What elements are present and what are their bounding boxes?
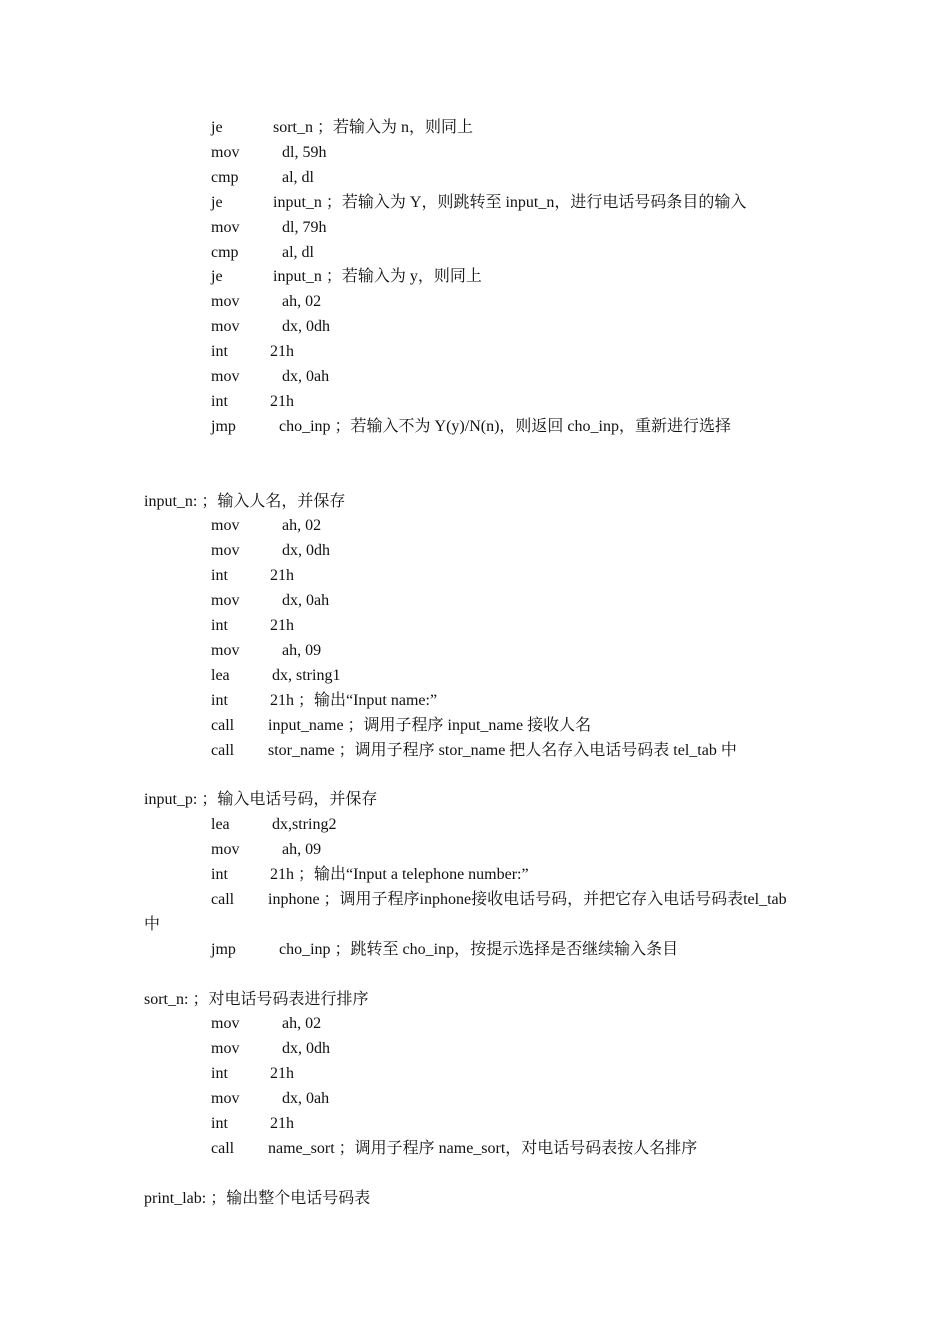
code-operand: dx, 0ah bbox=[282, 368, 330, 385]
code-operand: 21h bbox=[270, 1115, 294, 1132]
code-opcode: mov bbox=[211, 1090, 240, 1108]
code-operand: dx,string2 bbox=[272, 816, 337, 834]
code-opcode: call bbox=[211, 741, 235, 759]
code-operand: sort_n ；若输入为 n，则同上 bbox=[273, 119, 474, 136]
code-label: 中 bbox=[144, 915, 161, 933]
code-operand: cho_inp ；若输入不为 Y(y)/N(n)，则返回 cho_inp，重新进行选择 bbox=[279, 417, 731, 435]
code-opcode: jmp bbox=[211, 417, 236, 435]
code-operand: dx, 0dh bbox=[282, 318, 330, 336]
code-opcode: mov bbox=[211, 143, 240, 161]
code-opcode: int bbox=[211, 392, 228, 410]
code-label: print_lab: ；输出整个电话号码表 bbox=[144, 1189, 371, 1207]
code-operand: 21h bbox=[270, 343, 294, 361]
code-operand: dx, 0dh bbox=[282, 1040, 330, 1058]
code-opcode: int bbox=[211, 343, 228, 361]
code-operand: ah, 09 bbox=[282, 841, 322, 859]
code-operand: dl, 79h bbox=[282, 218, 327, 236]
code-opcode: je bbox=[211, 119, 223, 136]
code-opcode: call bbox=[211, 890, 235, 908]
code-opcode: cmp bbox=[211, 168, 239, 186]
code-opcode: int bbox=[211, 1065, 228, 1083]
code-opcode: call bbox=[211, 716, 235, 734]
code-opcode: mov bbox=[211, 592, 240, 610]
code-operand: 21h bbox=[270, 392, 294, 410]
code-opcode: lea bbox=[211, 816, 230, 834]
code-operand: al, dl bbox=[282, 168, 314, 186]
code-operand: input_name ；调用子程序 input_name 接收人名 bbox=[268, 716, 592, 734]
code-operand: ah, 09 bbox=[282, 641, 322, 659]
code-opcode: jmp bbox=[211, 940, 236, 958]
code-operand: input_n ；若输入为 Y，则跳转至 input_n，进行电话号码条目的输入 bbox=[273, 193, 747, 211]
code-operand: ah, 02 bbox=[282, 1015, 322, 1033]
code-opcode: cmp bbox=[211, 243, 239, 261]
code-operand: dx, 0dh bbox=[282, 542, 330, 560]
code-operand: dx, 0ah bbox=[282, 592, 330, 610]
code-operand: al, dl bbox=[282, 243, 314, 261]
code-operand: ah, 02 bbox=[282, 517, 322, 535]
code-opcode: int bbox=[211, 1115, 228, 1132]
code-label: input_p: ；输入电话号码，并保存 bbox=[144, 791, 378, 809]
code-opcode: mov bbox=[211, 517, 240, 535]
code-opcode: mov bbox=[211, 293, 240, 311]
code-opcode: mov bbox=[211, 1040, 240, 1058]
code-operand: input_n ；若输入为 y，则同上 bbox=[273, 268, 482, 286]
code-operand: 21h bbox=[270, 617, 294, 634]
code-operand: 21h ；输出“Input a telephone number:” bbox=[270, 866, 529, 883]
code-operand: 21h ；输出“Input name:” bbox=[270, 691, 438, 709]
code-operand: stor_name ；调用子程序 stor_name 把人名存入电话号码表 tel_tab 中 bbox=[268, 741, 737, 759]
code-opcode: int bbox=[211, 866, 228, 883]
code-opcode: mov bbox=[211, 1015, 240, 1033]
code-operand: dx, string1 bbox=[272, 666, 341, 684]
code-label: sort_n: ；对电话号码表进行排序 bbox=[144, 990, 369, 1008]
code-operand: 21h bbox=[270, 567, 294, 585]
code-opcode: int bbox=[211, 691, 228, 709]
code-opcode: mov bbox=[211, 641, 240, 659]
code-opcode: mov bbox=[211, 368, 240, 385]
code-opcode: call bbox=[211, 1139, 235, 1157]
code-opcode: mov bbox=[211, 318, 240, 336]
code-operand: ah, 02 bbox=[282, 293, 322, 311]
code-operand: 21h bbox=[270, 1065, 294, 1083]
code-opcode: int bbox=[211, 567, 228, 585]
code-opcode: mov bbox=[211, 542, 240, 560]
code-opcode: mov bbox=[211, 841, 240, 859]
code-operand: cho_inp ；跳转至 cho_inp，按提示选择是否继续输入条目 bbox=[279, 940, 679, 958]
code-opcode: je bbox=[211, 193, 223, 211]
code-label: input_n: ；输入人名，并保存 bbox=[144, 492, 346, 510]
code-operand: name_sort ；调用子程序 name_sort，对电话号码表按人名排序 bbox=[268, 1139, 698, 1157]
code-opcode: je bbox=[211, 268, 223, 286]
code-opcode: mov bbox=[211, 218, 240, 236]
code-operand: dx, 0ah bbox=[282, 1090, 330, 1108]
code-operand: dl, 59h bbox=[282, 143, 327, 161]
code-operand: inphone ；调用子程序inphone接收电话号码，并把它存入电话号码表tel_tab bbox=[268, 890, 787, 908]
code-opcode: int bbox=[211, 617, 228, 634]
code-opcode: lea bbox=[211, 666, 230, 684]
